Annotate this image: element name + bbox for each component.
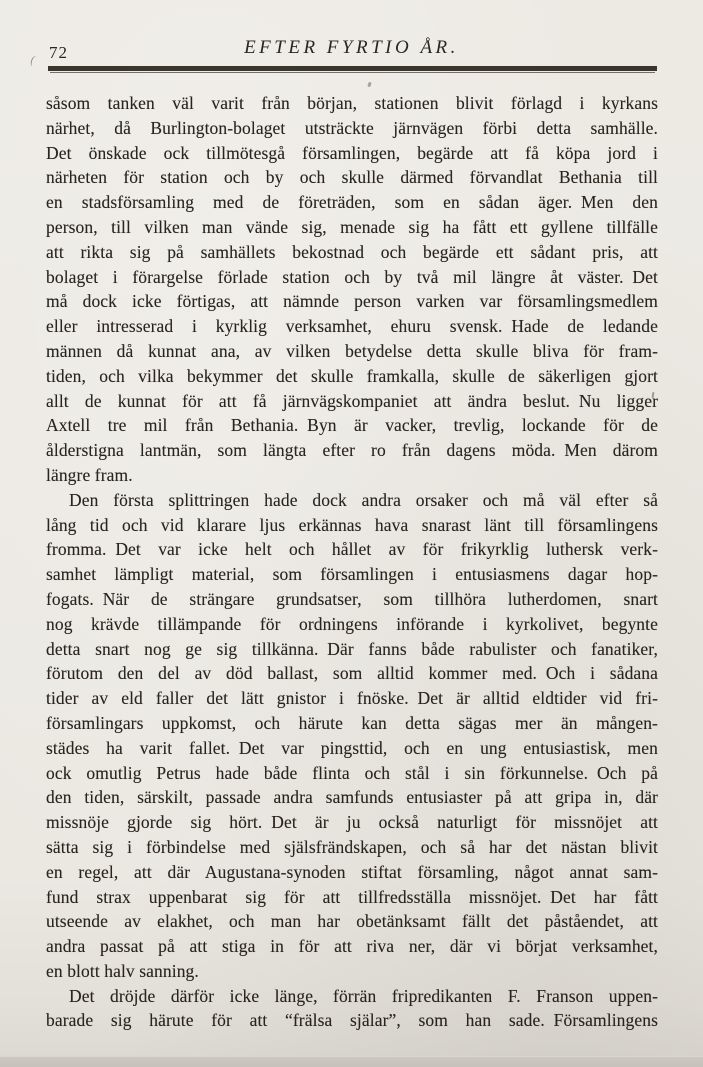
text-line: Axtell tre mil från Bethania. Byn är vacker, trevlig, lockande för de (46, 415, 658, 436)
text-line: utseende av elakhet, och man har obetänksamt fällt det påståendet, att (46, 911, 658, 932)
text-line: en blott halv sanning. (46, 960, 199, 981)
text-line: detta snart nog ge sig tillkänna. Där fanns både rabulister och fanatiker, (46, 638, 658, 659)
text-line: bolaget i förargelse förlade station och by två mil längre åt väster. Det (46, 266, 658, 287)
text-line: tider av eld faller det lätt gnistor i fnöske. Det är alltid eldtider vid fri- (46, 688, 658, 709)
text-line: ålderstigna lantmän, som längta efter ro från dagens möda. Men därom (46, 440, 658, 461)
page-bottom-scan-edge (0, 1056, 703, 1067)
running-title: EFTER FYRTIO ÅR. (244, 37, 459, 58)
text-line: samhet lämpligt material, som församlingen i entusiasmens dagar hop- (46, 564, 658, 585)
text-line: församlingars uppkomst, och härute kan detta sägas mer än mången- (46, 712, 658, 733)
text-line: närheten för station och by och skulle därmed förvandlat Bethania till (46, 167, 658, 188)
text-line: en stadsförsamling med de företräden, som en sådan äger. Men den (46, 192, 658, 213)
page-number: 72 (49, 43, 68, 62)
text-line: längre fram. (46, 464, 133, 485)
text-line: Det önskade ock tillmötesgå församlingen, begärde att få köpa jord i (46, 142, 658, 163)
text-line: ock omutlig Petrus hade både flinta och stål i sin förkunnelse. Och på (46, 762, 658, 783)
text-line: städes ha varit fallet. Det var pingsttid, och en ung entusiastisk, men (46, 737, 658, 758)
text-line: att rikta sig på samhällets bekostnad och begärde ett sådant pris, att (46, 241, 658, 262)
text-line: lång tid och vid klarare ljus erkännas hava snarast länt till församlingens (46, 514, 658, 535)
text-line: eller intresserad i kyrklig verksamhet, ehuru svensk. Hade de ledande (46, 316, 658, 337)
text-line: person, till vilken man vände sig, menade sig ha fått ett gyllene tillfälle (46, 216, 658, 237)
text-line: en regel, att där Augustana-synoden stiftat församling, något annat sam- (46, 861, 658, 882)
text-line: den tiden, särskilt, passade andra samfunds entusiaster på att gripa in, där (46, 787, 658, 808)
text-line: missnöje gjorde sig hört. Det är ju också naturligt för missnöjet att (46, 812, 658, 833)
paragraph-2 (46, 488, 658, 984)
text-line: tiden, och vilka bekymmer det skulle framkalla, skulle de säkerligen gjort (46, 365, 658, 386)
paragraph-3 (46, 984, 658, 1034)
text-line: fund strax uppenbarat sig för att tillfredsställa missnöjet. Det har fått (46, 886, 658, 907)
text-line: allt de kunnat för att få järnvägskompaniet att ändra beslut. Nu ligger (46, 390, 658, 411)
text-line: Den första splittringen hade dock andra orsaker och må väl efter så (69, 489, 658, 510)
text-line: männen då kunnat ana, av vilken betydelse detta skulle bliva för fram- (46, 340, 658, 361)
text-line: andra passat på att stiga in för att riva ner, där vi börjat verksamhet, (46, 936, 658, 957)
text-block (46, 91, 658, 1033)
text-line: förutom den del av död ballast, som alltid kommer med. Och i sådana (46, 663, 658, 684)
paragraph-1 (46, 91, 658, 488)
text-line: närhet, då Burlington-bolaget utsträckte järnvägen förbi detta samhälle. (46, 117, 658, 138)
text-line: Det dröjde därför icke länge, förrän fripredikanten F. Franson uppen- (69, 985, 658, 1006)
text-line: fromma. Det var icke helt och hållet av för frikyrklig luthersk verk- (46, 539, 658, 560)
text-line: sätta sig i förbindelse med själsfrändskapen, och så har det nästan blivit (46, 836, 658, 857)
text-line: fogats. När de strängare grundsatser, som tillhöra lutherdomen, snart (46, 588, 658, 609)
scan-artifact-speck (367, 82, 372, 88)
text-line: nog krävde tillämpande för ordningens införande i kyrkolivet, begynte (46, 613, 658, 634)
text-line: barade sig härute för att “frälsa själar”, som han sade. Församlingens (46, 1010, 658, 1031)
text-line: må dock icke förtigas, att nämnde person varken var församlingsmedlem (46, 291, 658, 312)
header-rule (48, 66, 657, 71)
text-line: såsom tanken väl varit från början, stationen blivit förlagd i kyrkans (46, 93, 658, 113)
